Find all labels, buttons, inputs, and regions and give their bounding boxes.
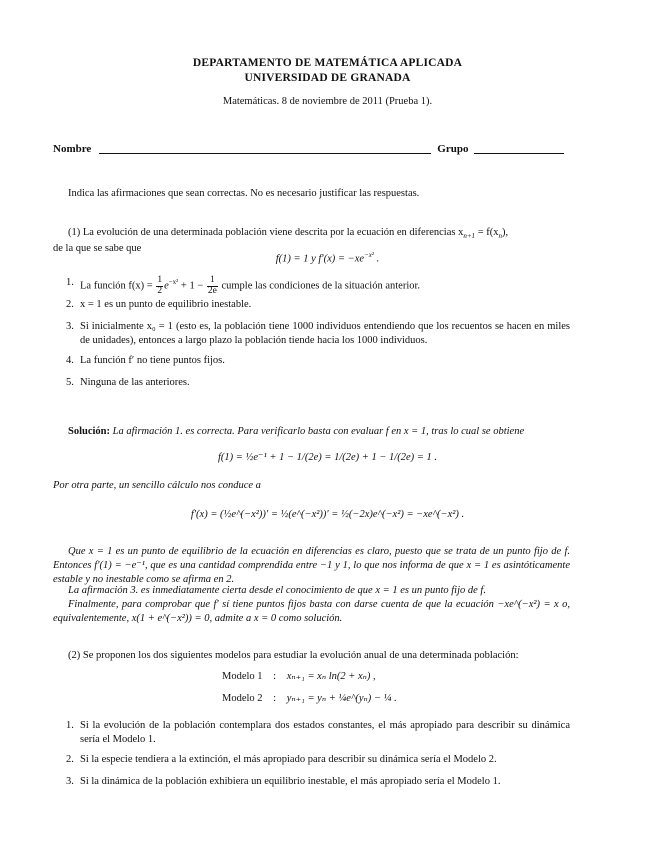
solution-text-5: Finalmente, para comprobar que f′ sí tiene puntos fijos basta con darse cuenta de que la ecuación −xe^(−x²) = x o, equivalentemente, x(1 + e^(−x²)) = 0, admite a x = 0 como solución. — [53, 599, 570, 625]
q2-item-2: 2. Si la especie tendiera a la extinción, el más apropiado para describir su dinámica sería el Modelo 2. — [66, 754, 497, 765]
exam-subtitle: Matemáticas. 8 de noviembre de 2011 (Prueba 1). — [222, 96, 433, 107]
q2-item-3: 3. Si la dinámica de la población exhibiera un equilibrio inestable, el más apropiado sería el Modelo 1. — [66, 776, 501, 787]
q2-intro: (2) Se proponen los dos siguientes modelos para estudiar la evolución anual de una determinada población: — [68, 650, 519, 661]
department-heading: DEPARTAMENTO DE MATEMÁTICA APLICADA — [192, 57, 463, 69]
university-heading: UNIVERSIDAD DE GRANADA — [244, 72, 411, 84]
group-label: Grupo — [437, 143, 469, 155]
q1-item-5: 5. Ninguna de las anteriores. — [66, 377, 190, 388]
q2-model-2: Modelo 2 : yₙ₊₁ = yₙ + ¼e^(yₙ) − ¼ . — [222, 693, 397, 704]
instructions: Indica las afirmaciones que sean correctas. No es necesario justificar las respuestas. — [68, 188, 420, 199]
q2-item-1: 1. Si la evolución de la población contemplara dos estados constantes, el más apropiado para describir su dinámica sería el Modelo 1. — [66, 720, 570, 746]
q1-item-4: 4. La función f′ no tiene puntos fijos. — [66, 355, 225, 366]
q1-given-equation: f(1) = 1 y $f'(x) = -xe^{-x^2}$ . — [275, 251, 380, 265]
solution-text-3: Que x = 1 es un punto de equilibrio de la ecuación en diferencias es claro, puesto que se trata de un punto fijo de f. Entonces f′(1) = −e⁻¹, que es una cantidad comprendida entre −1 y 1, lo que nos informa de que x = 1 es asintóticamente estable y no inestable como se afirma en 2. — [53, 546, 570, 586]
group-line — [474, 153, 564, 154]
name-label: Nombre — [53, 143, 92, 155]
name-line — [99, 153, 431, 154]
q1-item-1: 1. La función f(x) = $\frac{1}{2}$ $e^{-x^2} + 1$ − $\frac{1}{2e}$ cumple las condiciones de la situación anterior. — [66, 275, 421, 296]
name-group-row — [53, 142, 570, 157]
solution-equation-1: f(1) = ½e⁻¹ + 1 − 1/(2e) = 1/(2e) + 1 − 1/(2e) = 1 . — [218, 452, 437, 463]
q1-item-2: 2. x = 1 es un punto de equilibrio inestable. — [66, 299, 252, 310]
q2-model-1: Modelo 1 : xₙ₊₁ = xₙ ln(2 + xₙ) , — [222, 671, 376, 682]
q1-intro: (1) La evolución de una determinada población viene descrita por la ecuación en diferencias $x_{n+1} = f(x_n)$, de la que se sabe que — [53, 227, 509, 254]
solution-text-2: Por otra parte, un sencillo cálculo nos conduce a — [53, 480, 261, 491]
solution-equation-2: f′(x) = (½e^(−x²))′ = ½(e^(−x²))′ = ½(−2x)e^(−x²) = −xe^(−x²) . — [190, 509, 465, 520]
q1-item-3: 3. Si inicialmente x₀ = 1 (esto es, la población tiene 1000 individuos entendiendo que los recuentos se hacen en miles de unidades), entonces a largo plazo la población tiende hacia los 1000 individuos. — [66, 321, 570, 347]
solution-text-4: La afirmación 3. es inmediatamente cierta desde el conocimiento de que x = 1 es un punto fijo de f. — [68, 585, 486, 596]
solution-intro: Solución: La afirmación 1. es correcta. Para verificarlo basta con evaluar f en x = 1, tras lo cual se obtiene — [68, 426, 525, 437]
